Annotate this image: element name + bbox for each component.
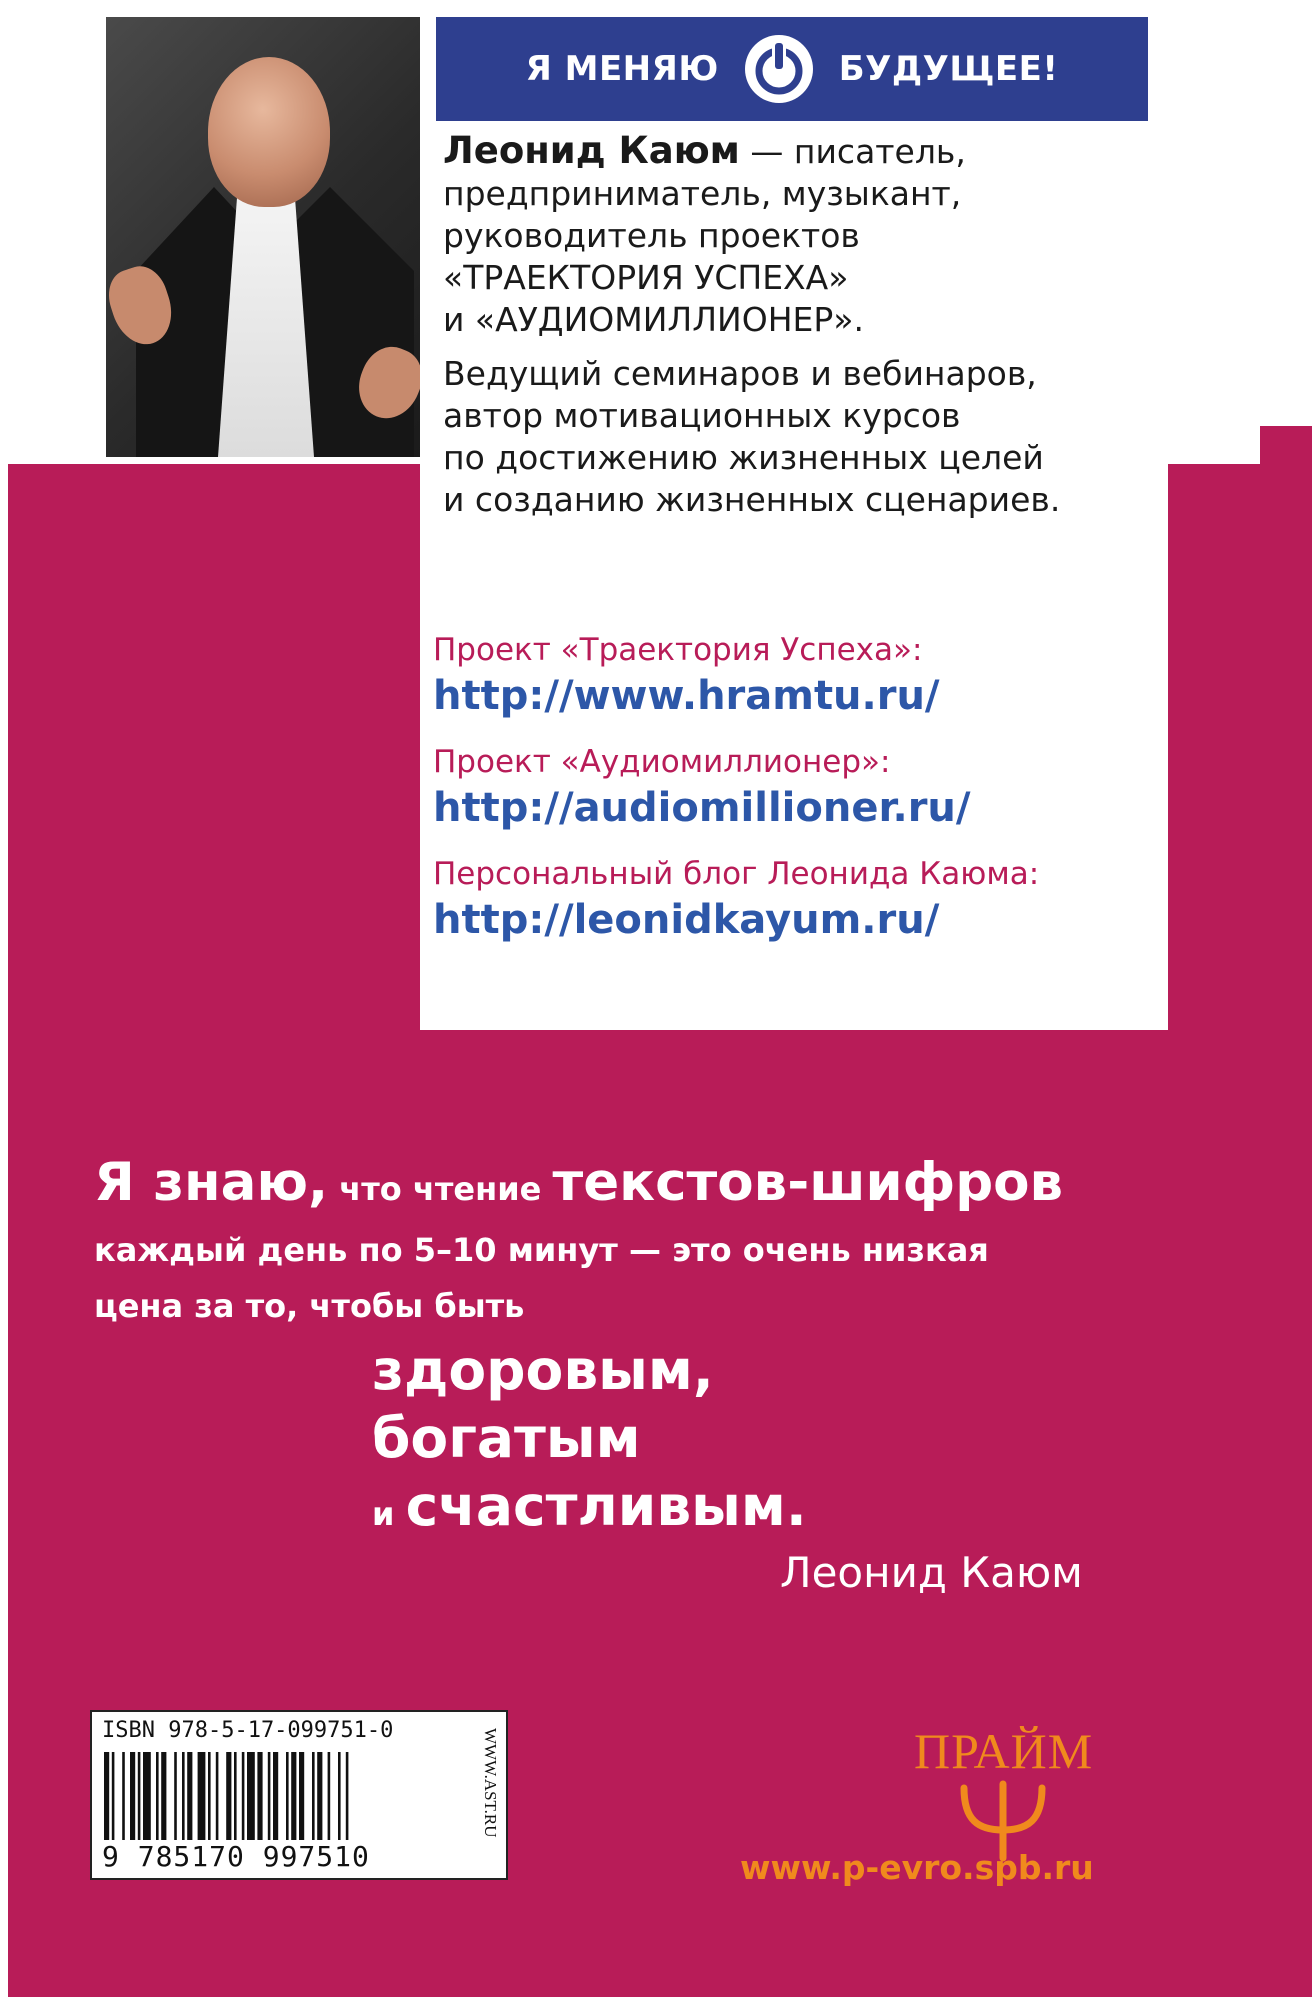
quote-healthy: здоровым, bbox=[372, 1338, 714, 1402]
barcode-bar bbox=[112, 1752, 115, 1844]
magenta-background-notch bbox=[1260, 426, 1312, 486]
quote-line-3: цена за то, чтобы быть bbox=[94, 1287, 525, 1325]
barcode-bar bbox=[122, 1752, 125, 1844]
quote-rich: богатым bbox=[372, 1406, 641, 1470]
barcode-bar bbox=[161, 1752, 166, 1844]
publisher-site-vertical: WWW.AST.RU bbox=[481, 1728, 500, 1838]
barcode-bar bbox=[286, 1752, 289, 1844]
barcode-bar bbox=[143, 1752, 151, 1844]
quote-and: и bbox=[372, 1495, 406, 1533]
link-label-blog: Персональный блог Леонида Каюма: bbox=[433, 856, 1040, 892]
quote-i-know: Я знаю, bbox=[94, 1152, 329, 1213]
bio-line-3: руководитель проектов bbox=[443, 216, 860, 255]
quote-reading: что чтение bbox=[328, 1170, 553, 1208]
banner-text-right: БУДУЩЕЕ! bbox=[838, 49, 1059, 89]
bio-p2-line-1: Ведущий семинаров и вебинаров, bbox=[443, 354, 1037, 393]
barcode-bar bbox=[130, 1752, 135, 1844]
link-label-trajectory: Проект «Траектория Успеха»: bbox=[433, 632, 923, 668]
barcode-bar bbox=[346, 1752, 349, 1844]
barcode-bar bbox=[273, 1752, 278, 1844]
barcode-bar bbox=[156, 1752, 159, 1844]
link-url-hramtu[interactable]: http://www.hramtu.ru/ bbox=[433, 673, 940, 719]
author-photo bbox=[106, 17, 420, 457]
barcode-bar bbox=[291, 1752, 296, 1844]
author-name: Леонид Каюм bbox=[443, 129, 740, 172]
barcode bbox=[104, 1752, 430, 1844]
barcode-bar bbox=[174, 1752, 177, 1844]
bio-p2-line-3: по достижению жизненных целей bbox=[443, 438, 1044, 477]
barcode-bar bbox=[182, 1752, 185, 1844]
header-banner bbox=[436, 17, 1148, 121]
quote-cipher-texts: текстов-шифров bbox=[552, 1152, 1064, 1213]
bio-line-4: «ТРАЕКТОРИЯ УСПЕХА» bbox=[443, 258, 849, 297]
publisher-url[interactable]: www.p-evro.spb.ru bbox=[740, 1848, 1094, 1887]
barcode-bar bbox=[257, 1752, 262, 1844]
barcode-bar bbox=[234, 1752, 237, 1844]
isbn-digits: 9 785170 997510 bbox=[102, 1840, 370, 1873]
bio-line-5: и «АУДИОМИЛЛИОНЕР». bbox=[443, 300, 864, 339]
barcode-bar bbox=[317, 1752, 322, 1844]
bio-p2-line-4: и созданию жизненных сценариев. bbox=[443, 480, 1061, 519]
banner-text-left: Я МЕНЯЮ bbox=[525, 49, 719, 89]
bio-line-2: предприниматель, музыкант, bbox=[443, 174, 962, 213]
barcode-bar bbox=[247, 1752, 255, 1844]
barcode-bar bbox=[208, 1752, 211, 1844]
isbn-number: ISBN 978-5-17-099751-0 bbox=[102, 1718, 394, 1743]
link-label-audiomillioner: Проект «Аудиомиллионер»: bbox=[433, 744, 891, 780]
barcode-bar bbox=[138, 1752, 141, 1844]
bio-p2-line-2: автор мотивационных курсов bbox=[443, 396, 961, 435]
quote-line-1 bbox=[94, 1150, 1224, 1222]
barcode-bar bbox=[104, 1752, 109, 1844]
quote-happy: счастливым. bbox=[405, 1474, 807, 1538]
power-icon bbox=[743, 33, 815, 105]
quote-block bbox=[94, 1150, 1224, 1548]
barcode-bar bbox=[338, 1752, 341, 1844]
isbn-barcode-box bbox=[90, 1710, 508, 1880]
bio-line-1-rest: — писатель, bbox=[739, 132, 966, 171]
barcode-bar bbox=[268, 1752, 271, 1844]
barcode-bar bbox=[226, 1752, 231, 1844]
bio-line-1 bbox=[443, 130, 1163, 173]
quote-happy-line bbox=[372, 1472, 1224, 1548]
barcode-bar bbox=[216, 1752, 219, 1844]
author-bio bbox=[443, 130, 1163, 521]
barcode-bar bbox=[299, 1752, 304, 1844]
quote-line-2: каждый день по 5–10 минут — это очень низкая bbox=[94, 1231, 989, 1269]
link-url-leonidkayum[interactable]: http://leonidkayum.ru/ bbox=[433, 897, 940, 943]
quote-author: Леонид Каюм bbox=[780, 1548, 1083, 1597]
barcode-bar bbox=[242, 1752, 245, 1844]
link-url-audiomillioner[interactable]: http://audiomillioner.ru/ bbox=[433, 785, 971, 831]
barcode-bar bbox=[187, 1752, 192, 1844]
head bbox=[208, 57, 330, 207]
publisher-name: ПРАЙМ bbox=[914, 1723, 1094, 1779]
barcode-bar bbox=[312, 1752, 315, 1844]
barcode-bar bbox=[328, 1752, 331, 1844]
barcode-bar bbox=[198, 1752, 206, 1844]
project-links bbox=[433, 630, 1163, 966]
